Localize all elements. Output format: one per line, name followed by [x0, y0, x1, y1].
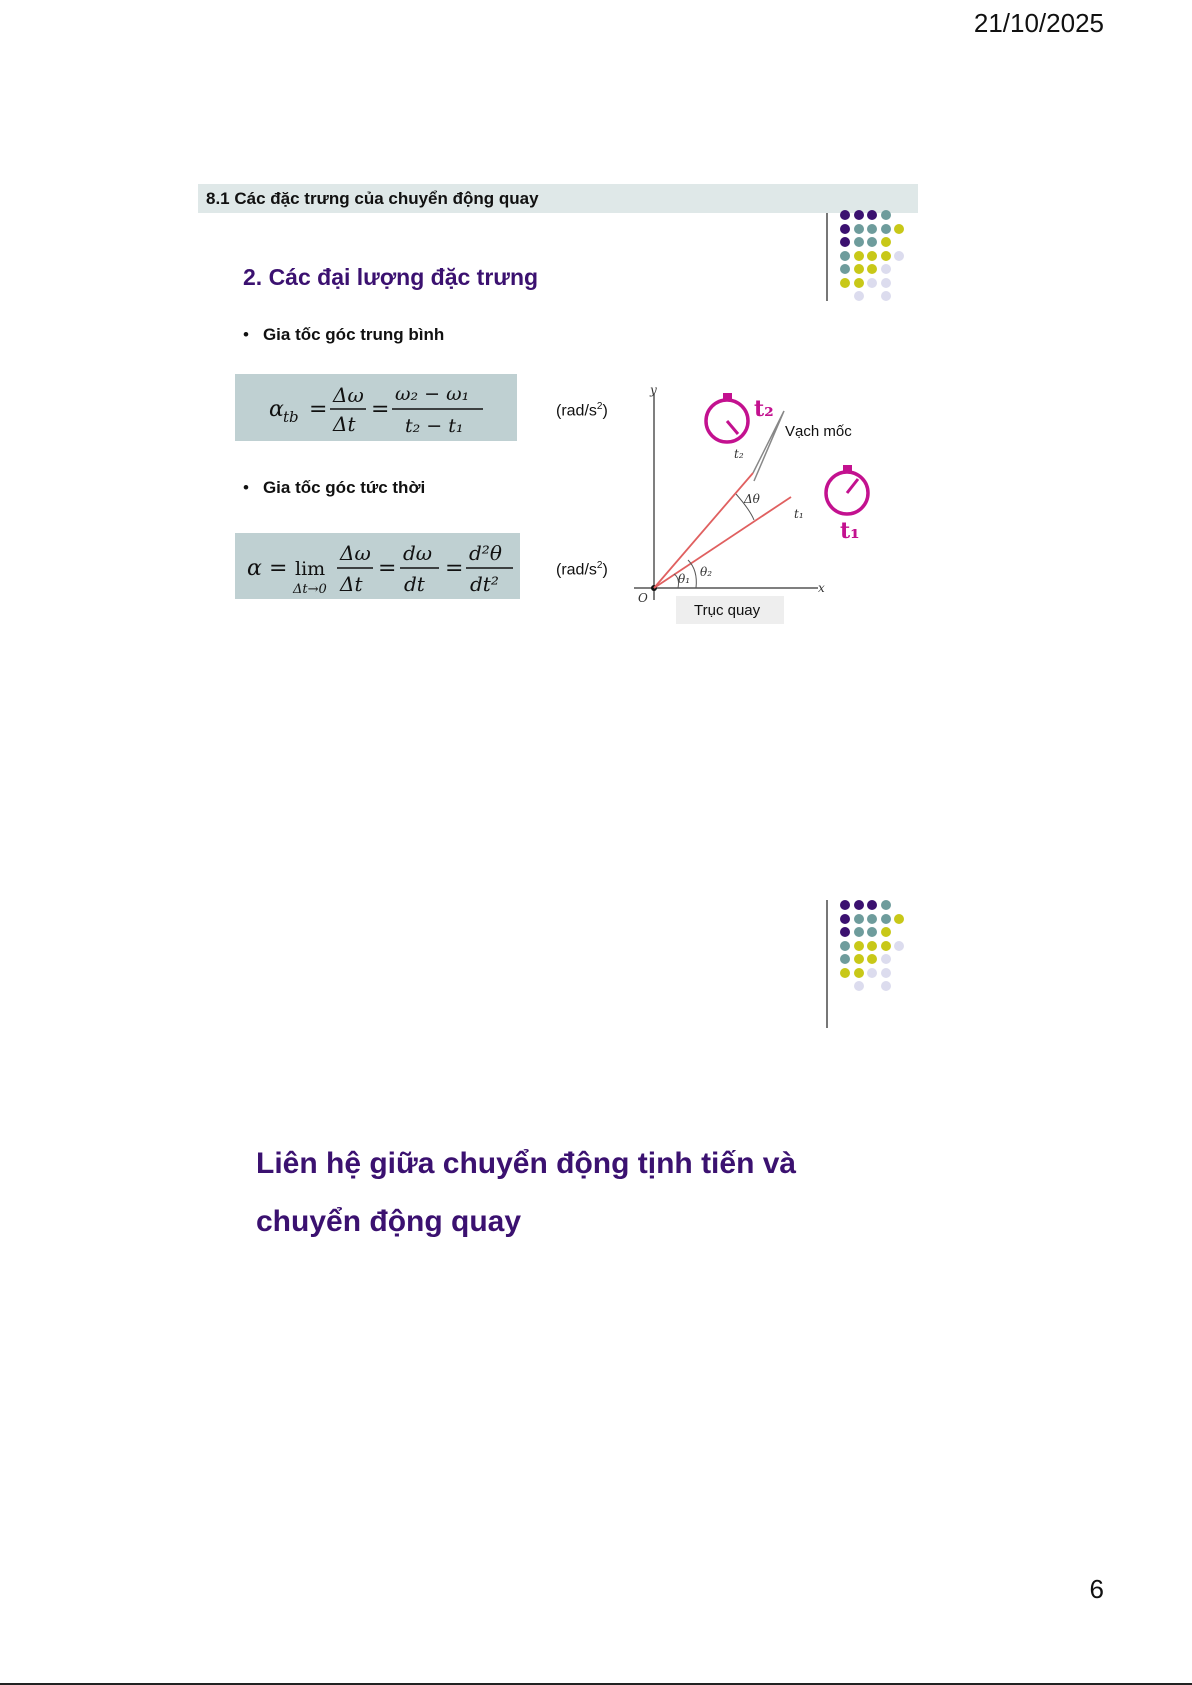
decor-dot: [867, 941, 877, 951]
decor-dot: [881, 981, 891, 991]
decor-dot: [854, 251, 864, 261]
decor-dot: [881, 900, 891, 910]
theta2-label: θ₂: [700, 565, 713, 579]
formula-2-lhs: α: [247, 556, 262, 581]
formula-1-unit: $(rad/s^2)$: [556, 401, 608, 420]
formula-2-lim-sub: Δt→0: [293, 582, 327, 597]
decor-dot: [867, 927, 877, 937]
t1-small-label: t₁: [794, 507, 804, 521]
decor-dot: [881, 291, 891, 301]
decor-dot: [881, 941, 891, 951]
decor-dot: [881, 927, 891, 937]
formula-1-frac1-num: Δω: [333, 383, 364, 407]
rotation-diagram: [618, 382, 918, 642]
reference-mark-label: Vạch mốc: [785, 423, 852, 440]
decor-dot: [840, 264, 850, 274]
formula-1-frac2-den: t₂ − t₁: [405, 415, 464, 437]
decor-dot: [840, 927, 850, 937]
decor-dot: [840, 900, 850, 910]
decor-divider-line: [826, 900, 828, 1028]
slide-header-bar: [198, 184, 918, 213]
decor-dot: [854, 264, 864, 274]
decor-dot: [840, 278, 850, 288]
decor-dot: [854, 927, 864, 937]
rotation-axis-label: Trục quay: [694, 602, 761, 619]
formula-1-eq-1: =: [309, 397, 328, 422]
decor-dot: [881, 224, 891, 234]
formula-1-frac2-num: ω₂ − ω₁: [395, 383, 470, 405]
decor-dot: [894, 914, 904, 924]
y-axis-label: y: [650, 383, 657, 397]
decor-dot: [854, 237, 864, 247]
formula-2-eq-2: =: [378, 556, 397, 581]
decor-dot: [867, 264, 877, 274]
decor-dot: [840, 914, 850, 924]
decor-dot: [854, 954, 864, 964]
formula-1-frac1-den: Δt: [333, 412, 356, 436]
formula-2-lim: lim: [295, 558, 326, 580]
decor-dot: [894, 224, 904, 234]
decor-dot: [867, 954, 877, 964]
stopwatch-t1-icon: [826, 465, 868, 514]
decor-divider-line: [826, 213, 828, 301]
bullet-text: Gia tốc góc tức thời: [262, 478, 426, 497]
formula-2-frac3-num: d²θ: [469, 541, 502, 565]
delta-theta-label: Δθ: [744, 492, 760, 506]
bullet-average-angular-acceleration: [243, 325, 444, 345]
decor-dot: [840, 210, 850, 220]
formula-2-frac1-den: Δt: [340, 572, 363, 596]
decor-dot: [881, 954, 891, 964]
stopwatch-t2-icon: [706, 393, 748, 442]
decor-dot: [881, 914, 891, 924]
formula-2-frac1-num: Δω: [340, 541, 371, 565]
decor-dot: [840, 237, 850, 247]
decor-dot: [854, 914, 864, 924]
formula-2-eq-3: =: [445, 556, 464, 581]
decor-dot: [881, 210, 891, 220]
decor-dot: [881, 278, 891, 288]
decor-dot: [854, 210, 864, 220]
formula-2-eq-1: =: [269, 556, 288, 581]
decor-dot: [854, 968, 864, 978]
decor-dot: [881, 968, 891, 978]
formula-2-unit: $(rad/s^2)$: [556, 560, 608, 579]
formula-2-frac2-den: dt: [404, 572, 425, 596]
formula-1-lhs-sub: tb: [283, 408, 299, 426]
decor-dot: [867, 900, 877, 910]
page-number: 6: [1089, 1574, 1104, 1604]
bullet-marker: •: [243, 478, 249, 497]
decor-dot: [840, 954, 850, 964]
section-heading: 2. Các đại lượng đặc trưng: [243, 264, 539, 290]
decor-dot: [881, 237, 891, 247]
decor-dot: [894, 941, 904, 951]
slide-title: Liên hệ giữa chuyển động tịnh tiến và chuyển động quay: [256, 1147, 797, 1238]
decor-dot: [881, 251, 891, 261]
formula-2-frac2-num: dω: [403, 541, 433, 565]
t2-small-label: t₂: [734, 447, 744, 461]
formula-1-lhs: α: [269, 397, 284, 422]
formula-average-angular-acceleration: [235, 374, 517, 441]
page-date: 21/10/2025: [973, 8, 1104, 38]
bullet-marker: •: [243, 325, 249, 344]
decor-dot: [840, 251, 850, 261]
formula-1-render: [235, 374, 517, 441]
decor-dot: [854, 900, 864, 910]
decor-dot: [854, 941, 864, 951]
t1-big-label: t₁: [840, 518, 860, 544]
bullet-instantaneous-angular-acceleration: [243, 478, 425, 498]
slide-1: [198, 184, 920, 644]
formula-2-render: [235, 533, 520, 599]
decor-dot: [867, 237, 877, 247]
slide-2: [198, 890, 920, 1310]
decor-dot: [867, 224, 877, 234]
decor-dot: [867, 278, 877, 288]
theta1-label: θ₁: [678, 572, 691, 586]
slide-header-text: 8.1 Các đặc trưng của chuyển động quay: [206, 189, 539, 208]
formula-2-frac3-den: dt²: [470, 572, 499, 596]
decor-dot: [854, 981, 864, 991]
decor-dot: [867, 251, 877, 261]
origin-label: O: [638, 591, 648, 605]
decor-dot: [894, 251, 904, 261]
t2-big-label: t₂: [754, 396, 774, 422]
decor-dot: [854, 224, 864, 234]
decor-dot: [881, 264, 891, 274]
decor-dot: [867, 968, 877, 978]
decor-dot: [867, 210, 877, 220]
decor-dot: [840, 968, 850, 978]
formula-1-eq-2: =: [371, 397, 390, 422]
x-axis-label: x: [818, 581, 825, 595]
decor-dot: [840, 941, 850, 951]
bullet-text: Gia tốc góc trung bình: [262, 325, 445, 344]
decor-dot: [840, 224, 850, 234]
decor-dot: [867, 914, 877, 924]
formula-instantaneous-angular-acceleration: [235, 533, 520, 599]
decor-dot: [854, 291, 864, 301]
decor-dot: [854, 278, 864, 288]
